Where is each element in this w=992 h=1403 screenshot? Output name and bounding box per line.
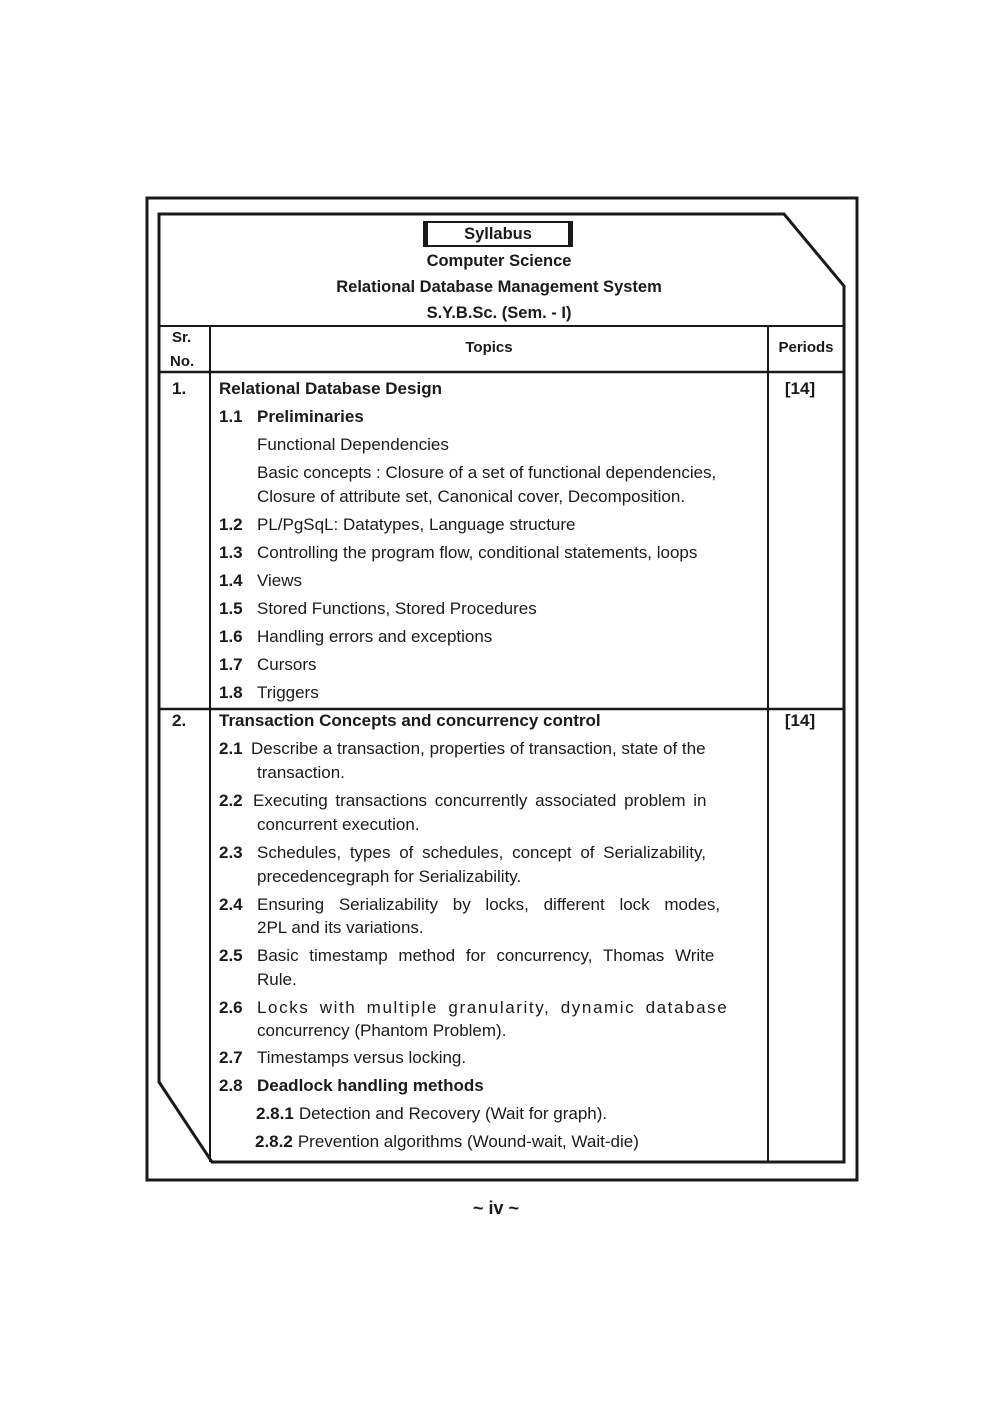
topic-row bbox=[219, 599, 537, 619]
topic-text-continued: precedencegraph for Serializability. bbox=[257, 867, 522, 886]
topic-row bbox=[219, 655, 317, 675]
topic-number: 2.4 bbox=[219, 895, 243, 914]
topic-text: Timestamps versus locking. bbox=[257, 1048, 467, 1067]
topic-row bbox=[219, 571, 302, 591]
topic-number: 1.1 bbox=[219, 407, 243, 426]
topic-text: Controlling the program flow, conditional statements, loops bbox=[257, 543, 698, 562]
topic-row bbox=[219, 543, 697, 563]
topic-text: Stored Functions, Stored Procedures bbox=[257, 599, 537, 618]
column-header-periods: Periods bbox=[778, 339, 834, 356]
topic-row bbox=[219, 946, 714, 966]
syllabus-badge: Syllabus bbox=[423, 221, 573, 247]
section-title: Relational Database Design bbox=[219, 379, 442, 398]
topic-number: 2.2 bbox=[219, 791, 243, 810]
topic-text: Deadlock handling methods bbox=[257, 1076, 484, 1095]
topic-text: Prevention algorithms (Wound-wait, Wait-die) bbox=[297, 1132, 639, 1151]
column-header-sr: Sr. bbox=[172, 329, 192, 346]
subtopic-row bbox=[255, 1132, 639, 1152]
topic-row bbox=[219, 791, 706, 811]
topic-row bbox=[219, 515, 575, 535]
topic-text-continued: 2PL and its variations. bbox=[257, 918, 424, 937]
topic-text-continued: concurrency (Phantom Problem). bbox=[257, 1021, 507, 1040]
topic-text: Triggers bbox=[257, 683, 319, 702]
topic-text: PL/PgSqL: Datatypes, Language structure bbox=[257, 515, 576, 534]
topic-number: 1.8 bbox=[219, 683, 243, 702]
topic-text: Basic timestamp method for concurrency, Thomas Write bbox=[257, 946, 715, 965]
topic-row bbox=[219, 683, 319, 703]
subject-title: Computer Science bbox=[426, 252, 572, 270]
course-title: Relational Database Management System bbox=[336, 278, 662, 296]
topic-text: Cursors bbox=[257, 655, 317, 674]
topic-number: 2.7 bbox=[219, 1048, 243, 1067]
section-periods: [14] bbox=[784, 379, 816, 398]
topic-row bbox=[219, 627, 492, 647]
topic-number: 2.8.1 bbox=[256, 1104, 294, 1123]
topic-row bbox=[219, 1048, 466, 1068]
section-title: Transaction Concepts and concurrency control bbox=[219, 711, 601, 730]
column-header-no: No. bbox=[170, 353, 195, 370]
topic-text: Handling errors and exceptions bbox=[257, 627, 493, 646]
topic-text: Locks with multiple granularity, dynamic database bbox=[257, 998, 729, 1017]
topic-number: 2.3 bbox=[219, 843, 243, 862]
topic-number: 2.8 bbox=[219, 1076, 243, 1095]
topic-text: Functional Dependencies bbox=[257, 435, 449, 454]
topic-number: 2.8.2 bbox=[255, 1132, 293, 1151]
topic-row bbox=[219, 895, 720, 915]
topic-row bbox=[219, 1076, 484, 1096]
section-periods: [14] bbox=[784, 711, 816, 730]
topic-number: 1.3 bbox=[219, 543, 243, 562]
topic-number: 1.6 bbox=[219, 627, 243, 646]
topic-number: 2.5 bbox=[219, 946, 243, 965]
topic-text: Ensuring Serializability by locks, different lock modes, bbox=[257, 895, 721, 914]
topic-text: Basic concepts : Closure of a set of functional dependencies, bbox=[257, 463, 717, 482]
topic-text: Closure of attribute set, Canonical cover, Decomposition. bbox=[257, 487, 686, 506]
topic-text: Detection and Recovery (Wait for graph). bbox=[298, 1104, 608, 1123]
topic-number: 1.7 bbox=[219, 655, 243, 674]
topic-row bbox=[219, 998, 728, 1018]
section-sr: 2. bbox=[172, 711, 187, 730]
topic-text: Executing transactions concurrently associated problem in bbox=[253, 791, 707, 810]
topic-number: 1.4 bbox=[219, 571, 243, 590]
page-number: ~ iv ~ bbox=[472, 1198, 520, 1218]
column-header-topics: Topics bbox=[465, 339, 513, 356]
class-title: S.Y.B.Sc. (Sem. - I) bbox=[426, 304, 572, 322]
topic-text-continued: transaction. bbox=[257, 763, 345, 782]
topic-text: Views bbox=[257, 571, 303, 590]
topic-number: 2.1 bbox=[219, 739, 243, 758]
section-sr: 1. bbox=[172, 379, 187, 398]
topic-text-continued: Rule. bbox=[257, 970, 297, 989]
topic-number: 2.6 bbox=[219, 998, 243, 1017]
topic-text: Schedules, types of schedules, concept of Serializability, bbox=[257, 843, 706, 862]
topic-text: Preliminaries bbox=[257, 407, 364, 426]
topic-text-continued: concurrent execution. bbox=[257, 815, 420, 834]
topic-text: Describe a transaction, properties of transaction, state of the bbox=[251, 739, 706, 758]
subtopic-row bbox=[256, 1104, 607, 1124]
topic-number: 1.5 bbox=[219, 599, 243, 618]
topic-row bbox=[219, 407, 364, 427]
topic-row bbox=[219, 843, 706, 863]
topic-number: 1.2 bbox=[219, 515, 243, 534]
topic-row bbox=[219, 739, 706, 759]
